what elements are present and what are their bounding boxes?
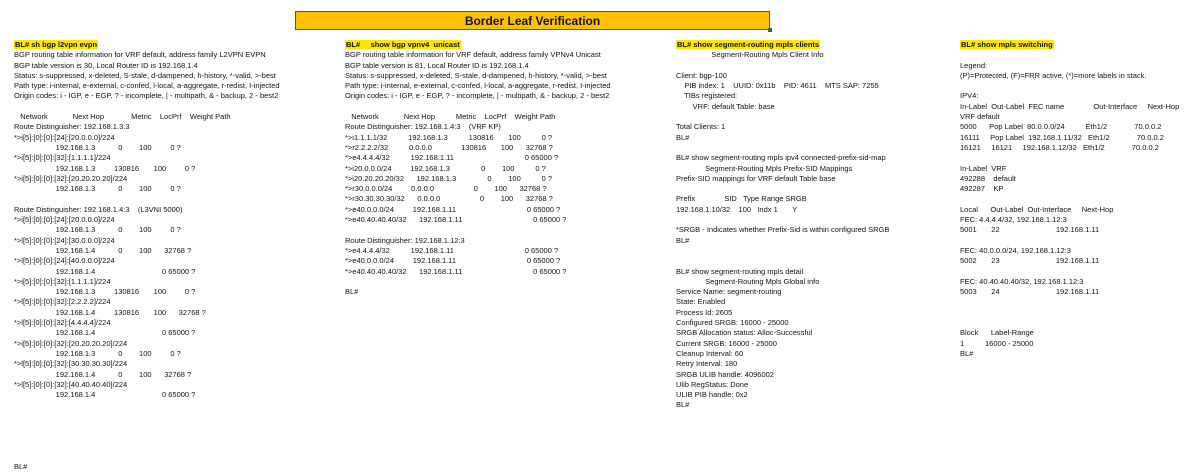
output-line: FEC: 4.4.4.4/32, 192.168.1.12:3 [960,215,1067,225]
output-line: BGP table version is 81, Local Router ID is 192.168.1.4 [345,60,529,70]
output-line: *>r2.2.2.2/32 0.0.0.0 130816 100 32768 ? [345,142,553,152]
output-line: *>l[5]:[0]:[0]:[24]:[30.0.0.0]/224 [14,235,115,245]
column-segment-routing [676,40,889,411]
output-line: 192.168.1.3 0 100 0 ? [14,142,181,152]
output-line: 5002 23 192.168.1.11 [960,256,1100,266]
output-line [960,267,1179,277]
output-line [345,102,611,112]
output-line: 492287 KP [960,184,1004,194]
output-line: TIBs registered: [676,91,738,101]
output-line [960,153,1179,163]
command-line [960,40,1179,50]
output-line [960,50,1179,60]
command-line [676,40,889,50]
output-line: PIB index: 1 UUID: 0x11b PID: 4611 MTS SAP: 7255 [676,81,879,91]
output-line: Route Distinguisher: 192.168.1.4:3 (L3VNI 5000) [14,204,183,214]
output-line: Network Next Hop Metric LocPrf Weight Path [14,112,231,122]
command-text: BL# sh bgp l2vpn evpn [15,40,98,49]
output-line: 192.168.1.4 0 65000 ? [14,328,196,338]
command-text: BL# show segment-routing mpls clients [677,40,820,49]
output-line: BL# [960,348,974,358]
output-line: Cleanup Interval: 60 [676,348,744,358]
output-line: Path type: i-internal, e-external, c-confed, l-local, a-aggregate, r-redist, I-injected [345,81,611,91]
output-line: 192.168.1.4 0 65000 ? [14,266,196,276]
output-line: Route Distinguisher: 192.168.1.4:3 (VRF KP) [345,122,501,132]
output-line: *>r30.30.30.30/32 0.0.0.0 0 100 32768 ? [345,194,553,204]
output-line: 192.168.1.4 0 65000 ? [14,390,196,400]
output-line: SRGB ULIB handle: 4096002 [676,369,774,379]
output-line: 192.168.1.3 0 100 0 ? [14,348,181,358]
output-line: Prefix-SID mappings for VRF default Table base [676,173,836,183]
output-line: *>l[5]:[0]:[0]:[32]:[4.4.4.4]/224 [14,318,111,328]
output-line [960,236,1179,246]
output-line: Total Clients: 1 [676,122,726,132]
output-line: Path type: i-internal, e-external, c-confed, l-local, a-aggregate, r-redist, I-injected [14,81,280,91]
output-line: 5000 Pop Label 80.0.0.0/24 Eth1/2 70.0.0.2 [960,122,1162,132]
output-line: BGP routing table information for VRF default, address family VPNv4 Unicast [345,50,601,60]
column-l2vpn-evpn [14,40,280,400]
column-mpls-switching [960,40,1179,359]
output-line [14,194,280,204]
output-line: *>e40.0.0.0/24 192.168.1.11 0 65000 ? [345,256,561,266]
output-line: (P)=Protected, (F)=FRR active, (*)=more labels in stack. [960,70,1147,80]
output-line: *>e4.4.4.4/32 192.168.1.11 0 65000 ? [345,153,559,163]
output-line: VRF default [960,112,1000,122]
output-line [960,318,1179,328]
output-line: BGP routing table information for VRF default, address family L2VPN EVPN [14,50,266,60]
output-line: 1 16000 - 25000 [960,338,1034,348]
output-line: 192.168.1.3 130816 100 0 ? [14,163,196,173]
output-line: 192.168.1.10/32 100 Indx 1 Y [676,204,798,214]
output-line [676,246,889,256]
output-line: *>i[5]:[0]:[0]:[24]:[20.0.0.0]/224 [14,215,115,225]
output-line: Service Name: segment-routing [676,287,782,297]
output-line: Client: bgp-100 [676,70,727,80]
output-line: Status: s-suppressed, x-deleted, S-stale, d-dampened, h-history, *-valid, >-best [345,70,607,80]
command-text: BL# show bgp vpnv4 unicast [346,40,460,49]
command-line [14,40,280,50]
output-line: *>e40.0.0.0/24 192.168.1.11 0 65000 ? [345,204,561,214]
output-line: *>i20.0.0.0/24 192.168.1.3 0 100 0 ? [345,163,546,173]
output-line [676,112,889,122]
output-line [345,277,611,287]
column-vpnv4-unicast [345,40,611,297]
output-line: *SRGB - Indicates whether Prefix-Sid is within configured SRGB [676,225,890,235]
output-line: In-Label VRF [960,163,1007,173]
output-line: 192.168.1.3 0 100 0 ? [14,184,181,194]
output-line: IPV4: [960,91,979,101]
output-line: VRF: default Table: base [676,101,775,111]
output-line: Local Out-Label Out-Interface Next-Hop [960,204,1114,214]
output-line: *>l[5]:[0]:[0]:[32]:[40.40.40.40]/224 [14,379,128,389]
output-line: 192.168.1.3 130816 100 0 ? [14,287,196,297]
output-line: Origin codes: i - IGP, e - EGP, ? - incomplete, | - multipath, & - backup, 2 - best2 [345,91,610,101]
output-line: Segment-Routing Mpls Prefix-SID Mappings [676,163,853,173]
output-line: 192.168.1.4 0 100 32768 ? [14,369,192,379]
output-line: Segment-Routing Mpls Client Info [676,50,824,60]
output-line: *>i[5]:[0]:[0]:[32]:[20.20.20.20]/224 [14,338,128,348]
output-line: *>e40.40.40.40/32 192.168.1.11 0 65000 ? [345,215,567,225]
output-line: 492288 default [960,173,1016,183]
output-line [960,81,1179,91]
output-line [960,308,1179,318]
output-line: FEC: 40.0.0.0/24, 192.168.1.12:3 [960,245,1071,255]
output-line: *>l[5]:[0]:[0]:[24]:[40.0.0.0]/224 [14,256,115,266]
output-line: *>e40.40.40.40/32 192.168.1.11 0 65000 ? [345,266,567,276]
output-line [676,256,889,266]
output-line: 192.168.1.4 0 100 32768 ? [14,245,192,255]
output-line: Configured SRGB: 16000 - 25000 [676,318,789,328]
output-line: *>i[5]:[0]:[0]:[32]:[1.1.1.1]/224 [14,276,111,286]
output-line: *>e4.4.4.4/32 192.168.1.11 0 65000 ? [345,245,559,255]
output-line: *>i[5]:[0]:[0]:[32]:[1.1.1.1]/224 [14,153,111,163]
output-line: Route Distinguisher: 192.168.1.3:3 [14,122,130,132]
output-line [960,194,1179,204]
output-line: FEC: 40.40.40.40/32, 192.168.1.12:3 [960,276,1084,286]
output-line: *>l[5]:[0]:[0]:[32]:[30.30.30.30]/224 [14,359,128,369]
output-line: *>l[5]:[0]:[0]:[32]:[2.2.2.2]/224 [14,297,111,307]
output-line [960,297,1179,307]
output-line: SRGB Allocation status: Alloc-Successful [676,328,813,338]
trailing-prompt: BL# [14,462,28,471]
output-line [676,184,889,194]
output-line: 16111 Pop Label 192.168.1.11/32 Eth1/2 70.0.0.2 [960,132,1164,142]
output-line: *>i20.20.20.20/32 192.168.1.3 0 100 0 ? [345,173,553,183]
output-line: *>i[5]:[0]:[0]:[32]:[20.20.20.20]/224 [14,173,128,183]
output-line: State: Enabled [676,297,726,307]
output-line: BGP table version is 30, Local Router ID is 192.168.1.4 [14,60,198,70]
command-line [345,40,611,50]
output-line: Legend: [960,60,988,70]
output-line: Network Next Hop Metric LocPrf Weight Path [345,112,556,122]
output-line: *>i1.1.1.1/32 192.168.1.3 130816 100 0 ? [345,132,553,142]
output-line: Status: s-suppressed, x-deleted, S-stale, d-dampened, h-history, *-valid, >-best [14,70,276,80]
output-line: 192.168.1.4 130816 100 32768 ? [14,307,206,317]
output-line: Retry Interval: 180 [676,359,738,369]
output-line: *>i[5]:[0]:[0]:[24]:[20.0.0.0]/224 [14,132,115,142]
output-line: BL# show segment-routing mpls detail [676,266,804,276]
output-line: Ulib RegStatus: Done [676,379,749,389]
output-line [345,225,611,235]
output-line [676,143,889,153]
output-line [676,215,889,225]
output-line: BL# show segment-routing mpls ipv4 connected-prefix-sid-map [676,153,886,163]
output-line: BL# [345,287,359,297]
output-line: BL# [676,400,690,410]
output-line: Prefix SID Type Range SRGB [676,194,807,204]
output-line: 192.168.1.3 0 100 0 ? [14,225,181,235]
output-line: Segment-Routing Mpls Global info [676,276,820,286]
output-line: 16121 16121 192.168.1.12/32 Eth1/2 70.0.0.2 [960,142,1159,152]
output-line: Current SRGB: 16000 - 25000 [676,338,777,348]
output-line: ULIB PIB handle: 0x2 [676,390,748,400]
output-line: *>r30.0.0.0/24 0.0.0.0 0 100 32768 ? [345,184,547,194]
output-line: BL# [676,235,690,245]
command-text: BL# show mpls switching [961,40,1053,49]
output-line: In-Label Out-Label FEC name Out-Interface Next-Hop [960,101,1180,111]
output-line: Block Label-Range [960,328,1034,338]
output-line: BL# [676,132,690,142]
output-line: Origin codes: i - IGP, e - EGP, ? - incomplete, | - multipath, & - backup, 2 - best2 [14,91,279,101]
output-line: 5001 22 192.168.1.11 [960,225,1100,235]
output-line: 5003 24 192.168.1.11 [960,287,1100,297]
output-line: Route Distinguisher: 192.168.1.12:3 [345,235,465,245]
output-line: Process Id: 2605 [676,307,733,317]
output-line [14,102,280,112]
output-line [676,61,889,71]
page-title: Border Leaf Verification [295,11,770,30]
